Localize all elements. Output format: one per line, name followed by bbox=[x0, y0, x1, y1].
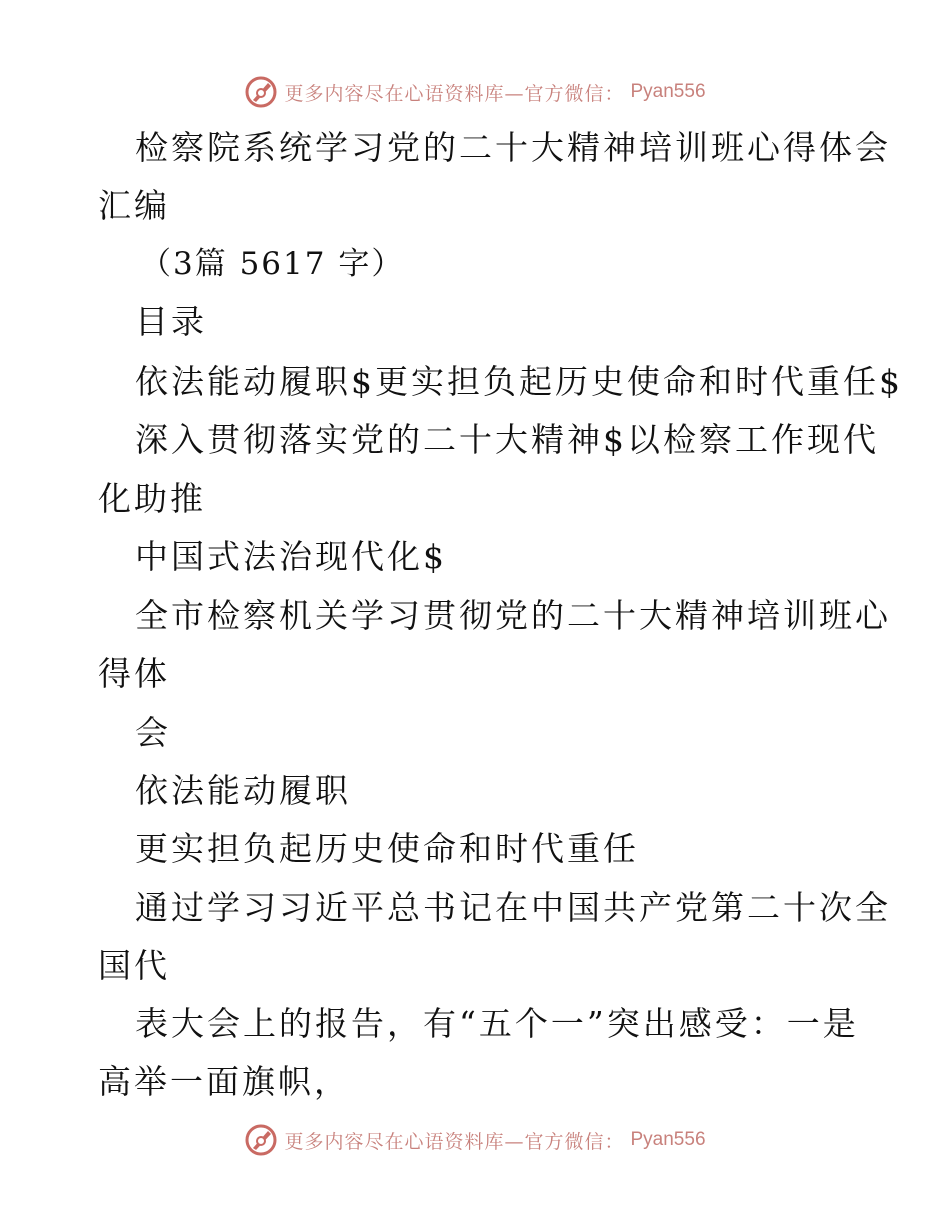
doc-word-count: （3篇 5617 字） bbox=[140, 246, 405, 282]
toc-item-2-line-2: 化助推 bbox=[98, 479, 206, 518]
section-title-line-2: 更实担负起历史使命和时代重任 bbox=[135, 829, 639, 868]
watermark-text: 更多内容尽在心语资料库—官方微信： bbox=[284, 82, 625, 105]
paragraph-2-line-2: 高举一面旗帜， bbox=[98, 1062, 350, 1101]
toc-item-3-line-2: 得体 bbox=[98, 654, 170, 693]
header-watermark bbox=[0, 72, 950, 112]
toc-item-3-line-1: 全市检察机关学习贯彻党的二十大精神培训班心 bbox=[135, 596, 891, 635]
doc-title-line-2: 汇编 bbox=[98, 186, 170, 225]
watermark-wechat-id: Pyan556 bbox=[630, 1129, 706, 1150]
toc-item-2-line-3: 中国式法治现代化$ bbox=[135, 537, 447, 576]
toc-item-3-line-3: 会 bbox=[135, 713, 171, 752]
watermark-wechat-id: Pyan556 bbox=[630, 81, 706, 102]
doc-title-line-1: 检察院系统学习党的二十大精神培训班心得体会 bbox=[135, 128, 891, 167]
paragraph-1-line-2: 国代 bbox=[98, 946, 170, 985]
footer-watermark bbox=[0, 1120, 950, 1160]
quill-logo-icon bbox=[244, 1123, 278, 1157]
section-title-line-1: 依法能动履职 bbox=[135, 771, 351, 810]
watermark-text: 更多内容尽在心语资料库—官方微信： bbox=[284, 1130, 625, 1153]
toc-item-1: 依法能动履职$更实担负起历史使命和时代重任$ bbox=[135, 362, 903, 401]
quill-logo-icon bbox=[244, 75, 278, 109]
paragraph-1-line-1: 通过学习习近平总书记在中国共产党第二十次全 bbox=[135, 888, 891, 927]
toc-item-2-line-1: 深入贯彻落实党的二十大精神$以检察工作现代 bbox=[135, 420, 879, 459]
toc-heading: 目录 bbox=[135, 302, 207, 341]
paragraph-2-line-1: 表大会上的报告，有“五个一”突出感受：一是 bbox=[135, 1004, 859, 1043]
